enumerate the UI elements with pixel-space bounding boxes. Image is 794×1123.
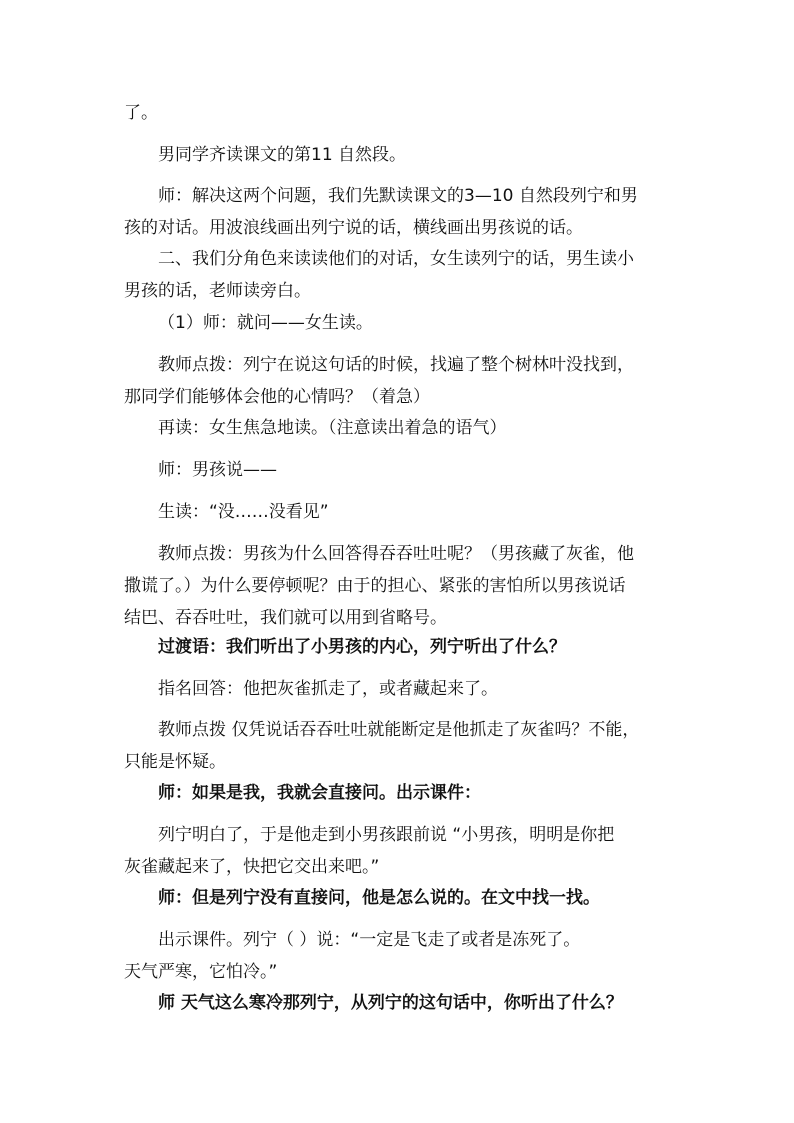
paragraph bbox=[124, 307, 684, 339]
paragraph bbox=[124, 819, 684, 883]
paragraph bbox=[124, 243, 684, 307]
paragraph-line: 生读：“没……没看见” bbox=[158, 502, 329, 522]
bold-paragraph bbox=[124, 882, 684, 914]
bold-paragraph bbox=[124, 777, 684, 809]
paragraph-line: 教师点拨：列宁在说这句话的时候，找遍了整个树林叶没找到， bbox=[158, 355, 634, 375]
paragraph-line: 天气严寒，它怕冷。” bbox=[124, 962, 278, 982]
paragraph-line: 二、我们分角色来读读他们的对话，女生读列宁的话，男生读小 bbox=[158, 249, 634, 269]
paragraph-line: 师：如果是我，我就会直接问。出示课件： bbox=[158, 783, 481, 803]
bold-paragraph bbox=[124, 987, 684, 1019]
paragraph-line: 再读：女生焦急地读。（注意读出着急的语气） bbox=[158, 418, 507, 438]
paragraph-line: 男孩的话，老师读旁白。 bbox=[124, 281, 311, 301]
paragraph-line: 结巴、吞吞吐吐，我们就可以用到省略号。 bbox=[124, 608, 447, 628]
paragraph-line: 孩的对话。用波浪线画出列宁说的话，横线画出男孩说的话。 bbox=[124, 218, 583, 238]
paragraph-line: 男同学齐读课文的第11 自然段。 bbox=[158, 145, 407, 165]
paragraph-line: 出示课件。列宁（ ）说：“一定是飞走了或者是冻死了。 bbox=[158, 930, 581, 950]
paragraph bbox=[124, 924, 684, 988]
paragraph bbox=[124, 412, 684, 444]
paragraph-line: 教师点拨 仅凭说话吞吞吐吐就能断定是他抓走了灰雀吗？不能， bbox=[158, 720, 640, 740]
paragraph-line: 师：解决这两个问题，我们先默读课文的3—10 自然段列宁和男 bbox=[158, 186, 638, 206]
paragraph-line: 了。 bbox=[124, 103, 158, 123]
paragraph bbox=[124, 496, 684, 528]
paragraph-line: 指名回答：他把灰雀抓走了，或者藏起来了。 bbox=[158, 679, 498, 699]
paragraph-line: 撒谎了。）为什么要停顿呢？由于的担心、紧张的害怕所以男孩说话 bbox=[124, 576, 626, 596]
paragraph bbox=[124, 673, 684, 705]
paragraph bbox=[124, 97, 684, 129]
paragraph-line: 列宁明白了，于是他走到小男孩跟前说 “小男孩，明明是你把 bbox=[158, 825, 615, 845]
paragraph-line: 师 天气这么寒冷那列宁，从列宁的这句话中，你听出了什么？ bbox=[158, 993, 623, 1013]
paragraph-line: 过渡语：我们听出了小男孩的内心，列宁听出了什么？ bbox=[158, 637, 566, 657]
paragraph bbox=[124, 180, 684, 244]
paragraph-line: 教师点拨：男孩为什么回答得吞吞吐吐呢？（男孩藏了灰雀，他 bbox=[158, 544, 634, 564]
paragraph bbox=[124, 454, 684, 486]
bold-paragraph bbox=[124, 631, 684, 663]
paragraph-line: 灰雀藏起来了，快把它交出来吧。” bbox=[124, 857, 380, 877]
paragraph-line: （1）师：就问——女生读。 bbox=[158, 313, 373, 333]
paragraph bbox=[124, 538, 684, 634]
paragraph-line: 师：但是列宁没有直接问，他是怎么说的。在文中找一找。 bbox=[158, 888, 600, 908]
paragraph-line: 只能是怀疑。 bbox=[124, 752, 226, 772]
paragraph bbox=[124, 349, 684, 413]
paragraph bbox=[124, 139, 684, 171]
paragraph bbox=[124, 714, 684, 778]
paragraph-line: 那同学们能够体会他的心情吗？（着急） bbox=[124, 387, 430, 407]
paragraph-line: 师：男孩说—— bbox=[158, 460, 277, 480]
